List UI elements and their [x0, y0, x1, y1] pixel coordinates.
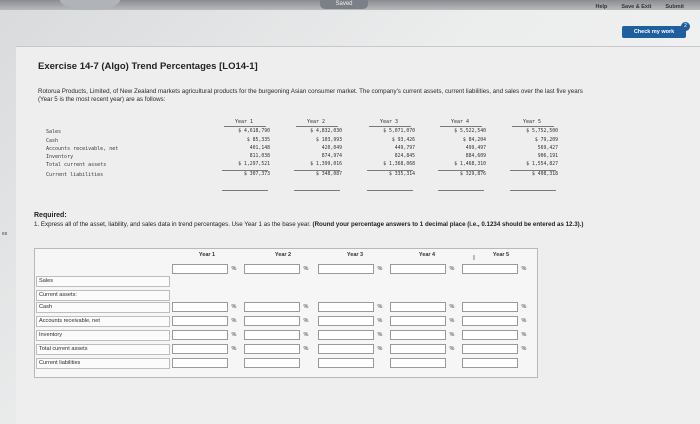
trend-percent-input[interactable] [390, 264, 446, 274]
given-cell: $ 1,468,310 [454, 162, 486, 167]
given-total-rule [510, 170, 556, 171]
trend-percent-input[interactable] [390, 330, 446, 340]
given-bottom-rule [294, 190, 340, 191]
trend-percent-input[interactable] [172, 264, 228, 274]
trend-percent-input[interactable] [390, 316, 446, 326]
given-cell: $ 4,618,790 [238, 129, 270, 134]
percent-sign: % [449, 266, 455, 272]
given-bottom-rule [438, 190, 484, 191]
percent-sign: % [449, 346, 455, 352]
required-heading: Required: [34, 212, 67, 219]
given-row-label: Inventory [46, 154, 74, 160]
given-year-header: Year 5 [522, 119, 542, 125]
given-cell: $ 1,297,521 [238, 162, 270, 167]
trend-percent-input[interactable] [462, 358, 518, 368]
trend-percent-input[interactable] [244, 344, 300, 354]
given-header-underline [224, 126, 266, 127]
given-cell: 420,049 [321, 146, 342, 151]
given-cell: $ 79,209 [534, 138, 558, 143]
side-tag: es [2, 231, 8, 237]
trend-percent-input[interactable] [390, 344, 446, 354]
trend-percent-input[interactable] [318, 316, 374, 326]
given-year-header: Year 4 [450, 119, 470, 125]
percent-sign: % [521, 346, 527, 352]
percent-sign: % [303, 266, 309, 272]
given-cell: 874,974 [321, 154, 342, 159]
given-cell: $ 329,876 [460, 172, 486, 177]
exercise-intro: Rotorua Products, Limited, of New Zealand markets agricultural products for the burgeoning Asian consumer market. The company's current assets, current liabilities, and sales over the last five years (Year 5 is the most recent year) are as follows: [38, 88, 583, 103]
required-instruction: 1. Express all of the asset, liability, and sales data in trend percentages. Use Year 1 as the base year. [34, 221, 311, 228]
given-header-underline [296, 126, 338, 127]
percent-sign: % [303, 346, 309, 352]
answer-year-header: Year 1 [198, 252, 216, 258]
percent-sign: % [449, 318, 455, 324]
trend-percent-input[interactable] [172, 358, 228, 368]
percent-sign: % [303, 318, 309, 324]
percent-sign: % [231, 346, 237, 352]
answer-year-header: Year 5 [492, 252, 510, 258]
trend-percent-input[interactable] [390, 302, 446, 312]
percent-sign: % [377, 304, 383, 310]
given-row-label: Current liabilities [46, 172, 104, 178]
percent-sign: % [449, 304, 455, 310]
given-total-rule [367, 170, 413, 171]
given-year-header: Year 2 [306, 119, 326, 125]
percent-sign: % [231, 304, 237, 310]
given-cell: $ 93,426 [391, 138, 415, 143]
given-year-header: Year 3 [379, 119, 399, 125]
answer-row-label: Sales [36, 276, 170, 287]
given-total-rule [294, 170, 340, 171]
answer-row-label: Cash [36, 302, 170, 313]
percent-sign: % [377, 318, 383, 324]
percent-sign: % [231, 318, 237, 324]
trend-percent-input[interactable] [318, 264, 374, 274]
percent-sign: % [303, 332, 309, 338]
given-cell: $ 1,554,827 [526, 162, 558, 167]
text-cursor-icon: I [473, 255, 475, 262]
percent-sign: % [521, 266, 527, 272]
given-cell: $ 307,373 [244, 172, 270, 177]
given-cell: $ 84,204 [462, 138, 486, 143]
trend-percent-input[interactable] [244, 264, 300, 274]
percent-sign: % [521, 304, 527, 310]
rounding-instruction: (Round your percentage answers to 1 decimal place (i.e., 0.1234 should be entered as 12.3).) [312, 221, 584, 228]
percent-sign: % [377, 266, 383, 272]
percent-sign: % [377, 346, 383, 352]
attempts-badge: 2 [681, 22, 690, 31]
given-header-underline [512, 126, 554, 127]
percent-sign: % [231, 332, 237, 338]
percent-sign: % [377, 332, 383, 338]
given-year-header: Year 1 [234, 119, 254, 125]
answer-row-label: Inventory [36, 330, 170, 341]
given-cell: $ 103,993 [316, 138, 342, 143]
saved-indicator: Saved [320, 0, 368, 9]
trend-percent-input[interactable] [244, 302, 300, 312]
trend-percent-input[interactable] [390, 358, 446, 368]
trend-percent-input[interactable] [244, 316, 300, 326]
given-cell: $ 5,752,500 [526, 129, 558, 134]
given-row-label: Cash [46, 138, 59, 144]
trend-percent-input[interactable] [462, 316, 518, 326]
header-links [595, 4, 684, 10]
percent-sign: % [521, 332, 527, 338]
trend-percent-input[interactable] [172, 316, 228, 326]
given-total-rule [438, 170, 484, 171]
given-cell: 884,609 [465, 154, 486, 159]
trend-percent-input[interactable] [172, 302, 228, 312]
check-my-work-button[interactable]: Check my work [622, 26, 686, 38]
answer-row-label: Total current assets [36, 344, 170, 355]
given-cell: 499,497 [465, 146, 486, 151]
given-cell: 449,797 [394, 146, 415, 151]
trend-percent-input[interactable] [462, 302, 518, 312]
trend-percent-input[interactable] [172, 344, 228, 354]
exercise-title: Exercise 14-7 (Algo) Trend Percentages [LO14-1] [38, 61, 258, 72]
given-cell: $ 85,335 [246, 138, 270, 143]
percent-sign: % [303, 304, 309, 310]
trend-percent-input[interactable] [318, 358, 374, 368]
percent-sign: % [231, 266, 237, 272]
save-exit-link[interactable]: Save & Exit [621, 4, 652, 10]
help-link[interactable]: Help [595, 4, 608, 10]
given-cell: $ 1,399,016 [310, 162, 342, 167]
given-cell: $ 348,087 [316, 172, 342, 177]
trend-percent-input[interactable] [318, 344, 374, 354]
trend-percent-input[interactable] [244, 330, 300, 340]
given-cell: 569,427 [537, 146, 558, 151]
answer-row-label: Accounts receivable, net [36, 316, 170, 327]
given-total-rule [222, 170, 268, 171]
percent-sign: % [449, 332, 455, 338]
given-bottom-rule [222, 190, 268, 191]
given-row-label: Sales [46, 129, 62, 135]
given-row-label: Accounts receivable, net [46, 146, 119, 152]
trend-percent-input[interactable] [172, 330, 228, 340]
given-cell: $ 408,318 [532, 172, 558, 177]
answer-year-header: Year 2 [274, 252, 292, 258]
given-cell: $ 335,314 [389, 172, 415, 177]
trend-percent-input[interactable] [318, 330, 374, 340]
given-cell: $ 5,522,540 [454, 129, 486, 134]
given-cell: 824,845 [394, 154, 415, 159]
answer-year-header: Year 3 [346, 252, 364, 258]
given-row-label: Total current assets [46, 162, 107, 168]
trend-percent-input[interactable] [318, 302, 374, 312]
answer-year-header: Year 4 [418, 252, 436, 258]
given-cell: 906,191 [537, 154, 558, 159]
trend-percent-input[interactable] [462, 330, 518, 340]
trend-percent-input[interactable] [244, 358, 300, 368]
answer-row-label: Current assets: [36, 290, 170, 301]
given-bottom-rule [367, 190, 413, 191]
given-cell: $ 1,368,068 [383, 162, 415, 167]
trend-percent-input[interactable] [462, 344, 518, 354]
given-header-underline [369, 126, 411, 127]
trend-percent-input[interactable] [462, 264, 518, 274]
submit-link[interactable]: Submit [665, 4, 684, 10]
required-text [34, 221, 624, 229]
given-bottom-rule [510, 190, 556, 191]
given-cell: 811,038 [249, 154, 270, 159]
given-cell: $ 4,832,030 [310, 129, 342, 134]
given-cell: $ 5,071,070 [383, 129, 415, 134]
given-header-underline [440, 126, 482, 127]
answer-row-label: Current liabilities [36, 358, 170, 369]
given-cell: 401,148 [249, 146, 270, 151]
percent-sign: % [521, 318, 527, 324]
